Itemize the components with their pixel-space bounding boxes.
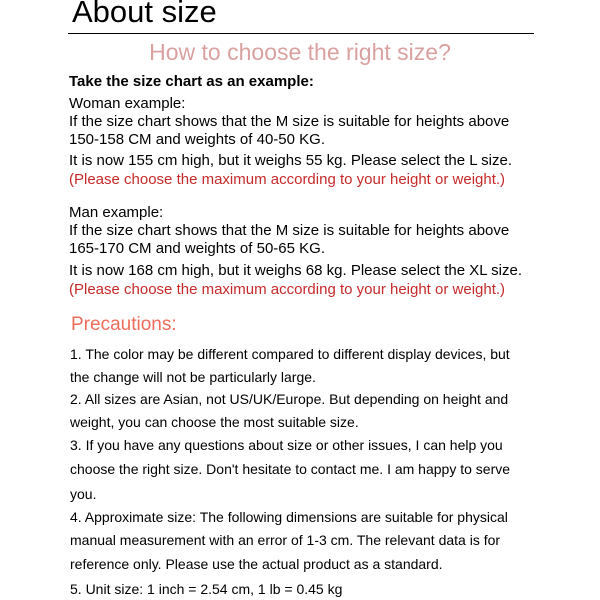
precaution-line: 1. The color may be different compared to different display devices, but xyxy=(70,346,510,362)
woman-example-line-1: If the size chart shows that the M size is suitable for heights above xyxy=(69,113,510,130)
man-example-line-3: It is now 168 cm high, but it weighs 68 kg. Please select the XL size. xyxy=(69,262,523,279)
page-subtitle: How to choose the right size? xyxy=(149,39,451,65)
precaution-line: 3. If you have any questions about size or other issues, I can help you xyxy=(70,437,503,453)
man-example-note: (Please choose the maximum according to your height or weight.) xyxy=(69,281,506,298)
precaution-line: weight, you can choose the most suitable size. xyxy=(70,414,359,430)
page-title: About size xyxy=(72,0,217,29)
man-example-line-2: 165-170 CM and weights of 50-65 KG. xyxy=(69,240,325,257)
woman-example-line-2: 150-158 CM and weights of 40-50 KG. xyxy=(69,131,325,148)
man-example-heading: Man example: xyxy=(69,204,164,221)
woman-example-note: (Please choose the maximum according to your height or weight.) xyxy=(69,171,506,188)
precaution-line: 5. Unit size: 1 inch = 2.54 cm, 1 lb = 0.45 kg xyxy=(70,581,343,597)
title-underline xyxy=(68,33,534,34)
woman-example-line-3: It is now 155 cm high, but it weighs 55 kg. Please select the L size. xyxy=(69,152,513,169)
man-example-line-1: If the size chart shows that the M size is suitable for heights above xyxy=(69,222,510,239)
precaution-line: 4. Approximate size: The following dimensions are suitable for physical xyxy=(70,509,508,525)
precaution-line: manual measurement with an error of 1-3 cm. The relevant data is for xyxy=(70,532,501,548)
precautions-heading: Precautions: xyxy=(71,314,177,335)
precaution-line: the change will not be particularly large. xyxy=(70,369,316,385)
precaution-line: you. xyxy=(70,486,97,502)
intro-text: Take the size chart as an example: xyxy=(69,73,314,90)
precaution-line: choose the right size. Don't hesitate to contact me. I am happy to serve xyxy=(70,461,511,477)
woman-example-heading: Woman example: xyxy=(69,95,186,112)
precaution-line: 2. All sizes are Asian, not US/UK/Europe. But depending on height and xyxy=(70,391,509,407)
precaution-line: reference only. Please use the actual product as a standard. xyxy=(70,556,443,572)
